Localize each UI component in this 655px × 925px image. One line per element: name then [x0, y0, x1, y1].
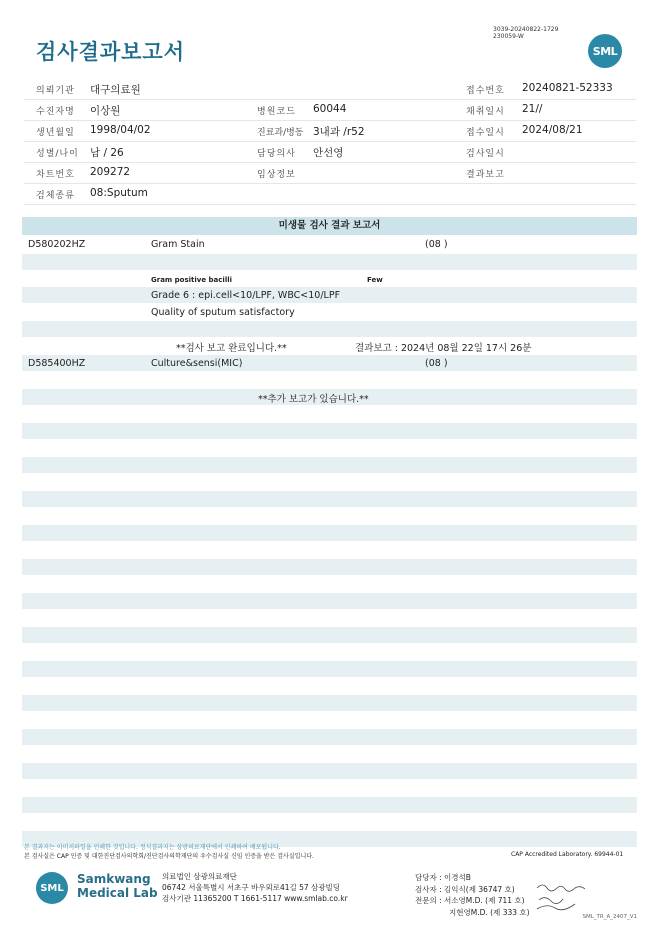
- row-band: [22, 457, 637, 473]
- info-row-4: [24, 142, 636, 163]
- department-ward: 3내과 /r52: [313, 126, 365, 138]
- signature-tester: [537, 885, 585, 891]
- accreditation-notice: 본 검사실은 CAP 인증 및 대한진단검사의학회/진단검사의학재단의 우수검사실 신임 인증을 받은 검사실입니다.: [24, 853, 314, 860]
- row-band: [22, 729, 637, 745]
- report-complete-message: **검사 보고 완료입니다.**: [176, 343, 287, 354]
- label-test-date: 검사일시: [466, 149, 505, 159]
- cap-accreditation: CAP Accredited Laboratory. 69944-01: [511, 851, 624, 858]
- row-band: [22, 661, 637, 677]
- label-receipt-date: 접수일시: [466, 128, 505, 138]
- collection-date: 21//: [522, 103, 543, 115]
- birth-date: 1998/04/02: [90, 124, 151, 136]
- brand-name: [77, 872, 158, 900]
- label-department-ward: 진료과/병동: [257, 128, 304, 138]
- gram-amount: Few: [367, 276, 383, 284]
- sml-logo: SML: [588, 34, 622, 68]
- row-band: [22, 695, 637, 711]
- row-band: [22, 254, 637, 270]
- label-chart-number: 차트번호: [36, 170, 75, 180]
- row-band: [22, 763, 637, 779]
- row-band: [22, 423, 637, 439]
- page-title: 검사결과보고서: [36, 40, 186, 64]
- info-row-5: [24, 163, 636, 184]
- test2-code: D585400HZ: [28, 358, 86, 369]
- test1-name: Gram Stain: [151, 239, 205, 250]
- label-requesting-institution: 의뢰기관: [36, 86, 75, 96]
- test1-code: D580202HZ: [28, 239, 86, 250]
- staff-specialist-1: 전문의 : 서소영M.D. (제 711 호): [415, 896, 525, 905]
- gram-finding: Gram positive bacilli: [151, 276, 233, 284]
- additional-report-message: **추가 보고가 있습니다.**: [258, 394, 369, 405]
- info-row-1: [24, 79, 636, 100]
- row-band: [22, 491, 637, 507]
- staff-tester: 검사자 : 김익식(제 36747 호): [415, 884, 515, 894]
- sex-age: 남 / 26: [90, 147, 124, 159]
- print-notice: 본 결과지는 이미지파일을 인쇄한 것입니다. 정식결과지는 삼광의료재단에서 인쇄하여 배포됩니다.: [24, 844, 281, 851]
- staff-in-charge: 담당자 : 이경석B: [415, 873, 471, 882]
- chart-number: 209272: [90, 166, 131, 178]
- row-band: [22, 593, 637, 609]
- sml-brand-logo: SML: [36, 872, 68, 904]
- organization-name: 의료법인 삼광의료재단: [162, 872, 237, 881]
- label-attending-doctor: 담당의사: [257, 149, 296, 159]
- row-band: [22, 355, 637, 371]
- requesting-institution: 대구의료원: [90, 84, 141, 96]
- document-id-line1: 3039-20240822-1729: [493, 26, 559, 33]
- label-collection-date: 채취일시: [466, 107, 505, 117]
- form-code: SML_TR_A_2407_V1: [582, 914, 637, 920]
- row-band: [22, 797, 637, 813]
- test2-specimen: (08 ): [425, 358, 448, 369]
- info-row-2: [24, 100, 636, 121]
- staff-info: [415, 872, 530, 918]
- label-result-report: 결과보고: [466, 170, 505, 180]
- signature-specialist-1: [539, 898, 563, 904]
- label-hospital-code: 병원코드: [257, 107, 296, 117]
- label-patient-name: 수진자명: [36, 107, 75, 117]
- organization-address: 06742 서울특별시 서초구 바우뫼로41길 57 삼광빌딩: [162, 883, 341, 892]
- report-time: 결과보고 : 2024년 08월 22일 17시 26분: [355, 343, 532, 354]
- brand-name-line1: Samkwang: [77, 872, 151, 886]
- receipt-number: 20240821-52333: [522, 82, 613, 94]
- signature-specialist-2: [537, 904, 575, 910]
- hospital-code: 60044: [313, 103, 347, 115]
- document-id-line2: 230059-W: [493, 33, 524, 40]
- label-sex-age: 성별/나이: [36, 149, 79, 159]
- brand-name-line2: Medical Lab: [77, 886, 158, 900]
- specimen-type: 08:Sputum: [90, 187, 148, 199]
- patient-name: 이상원: [90, 105, 121, 117]
- label-birth-date: 생년월일: [36, 128, 75, 138]
- document-id: [493, 26, 558, 40]
- test1-specimen: (08 ): [425, 239, 448, 250]
- organization-info: [162, 871, 348, 904]
- quality-line: Quality of sputum satisfactory: [151, 307, 295, 318]
- receipt-date: 2024/08/21: [522, 124, 583, 136]
- signature-marks: [535, 880, 595, 914]
- staff-specialist-2: 지현영M.D. (제 333 호): [449, 907, 530, 917]
- label-receipt-number: 접수번호: [466, 86, 505, 96]
- label-clinical-info: 임상정보: [257, 170, 296, 180]
- label-specimen-type: 검체종류: [36, 191, 75, 201]
- section-title: 미생물 검사 결과 보고서: [22, 217, 637, 235]
- row-band: [22, 525, 637, 541]
- info-row-6: [24, 184, 636, 205]
- info-row-3: [24, 121, 636, 142]
- row-band: [22, 321, 637, 337]
- test2-name: Culture&sensi(MIC): [151, 358, 243, 369]
- grade-line: Grade 6 : epi.cell<10/LPF, WBC<10/LPF: [151, 290, 341, 301]
- row-band: [22, 627, 637, 643]
- attending-doctor: 안선영: [313, 147, 344, 159]
- organization-contact: 검사기관 11365200 T 1661-5117 www.smlab.co.kr: [162, 894, 348, 903]
- row-band: [22, 559, 637, 575]
